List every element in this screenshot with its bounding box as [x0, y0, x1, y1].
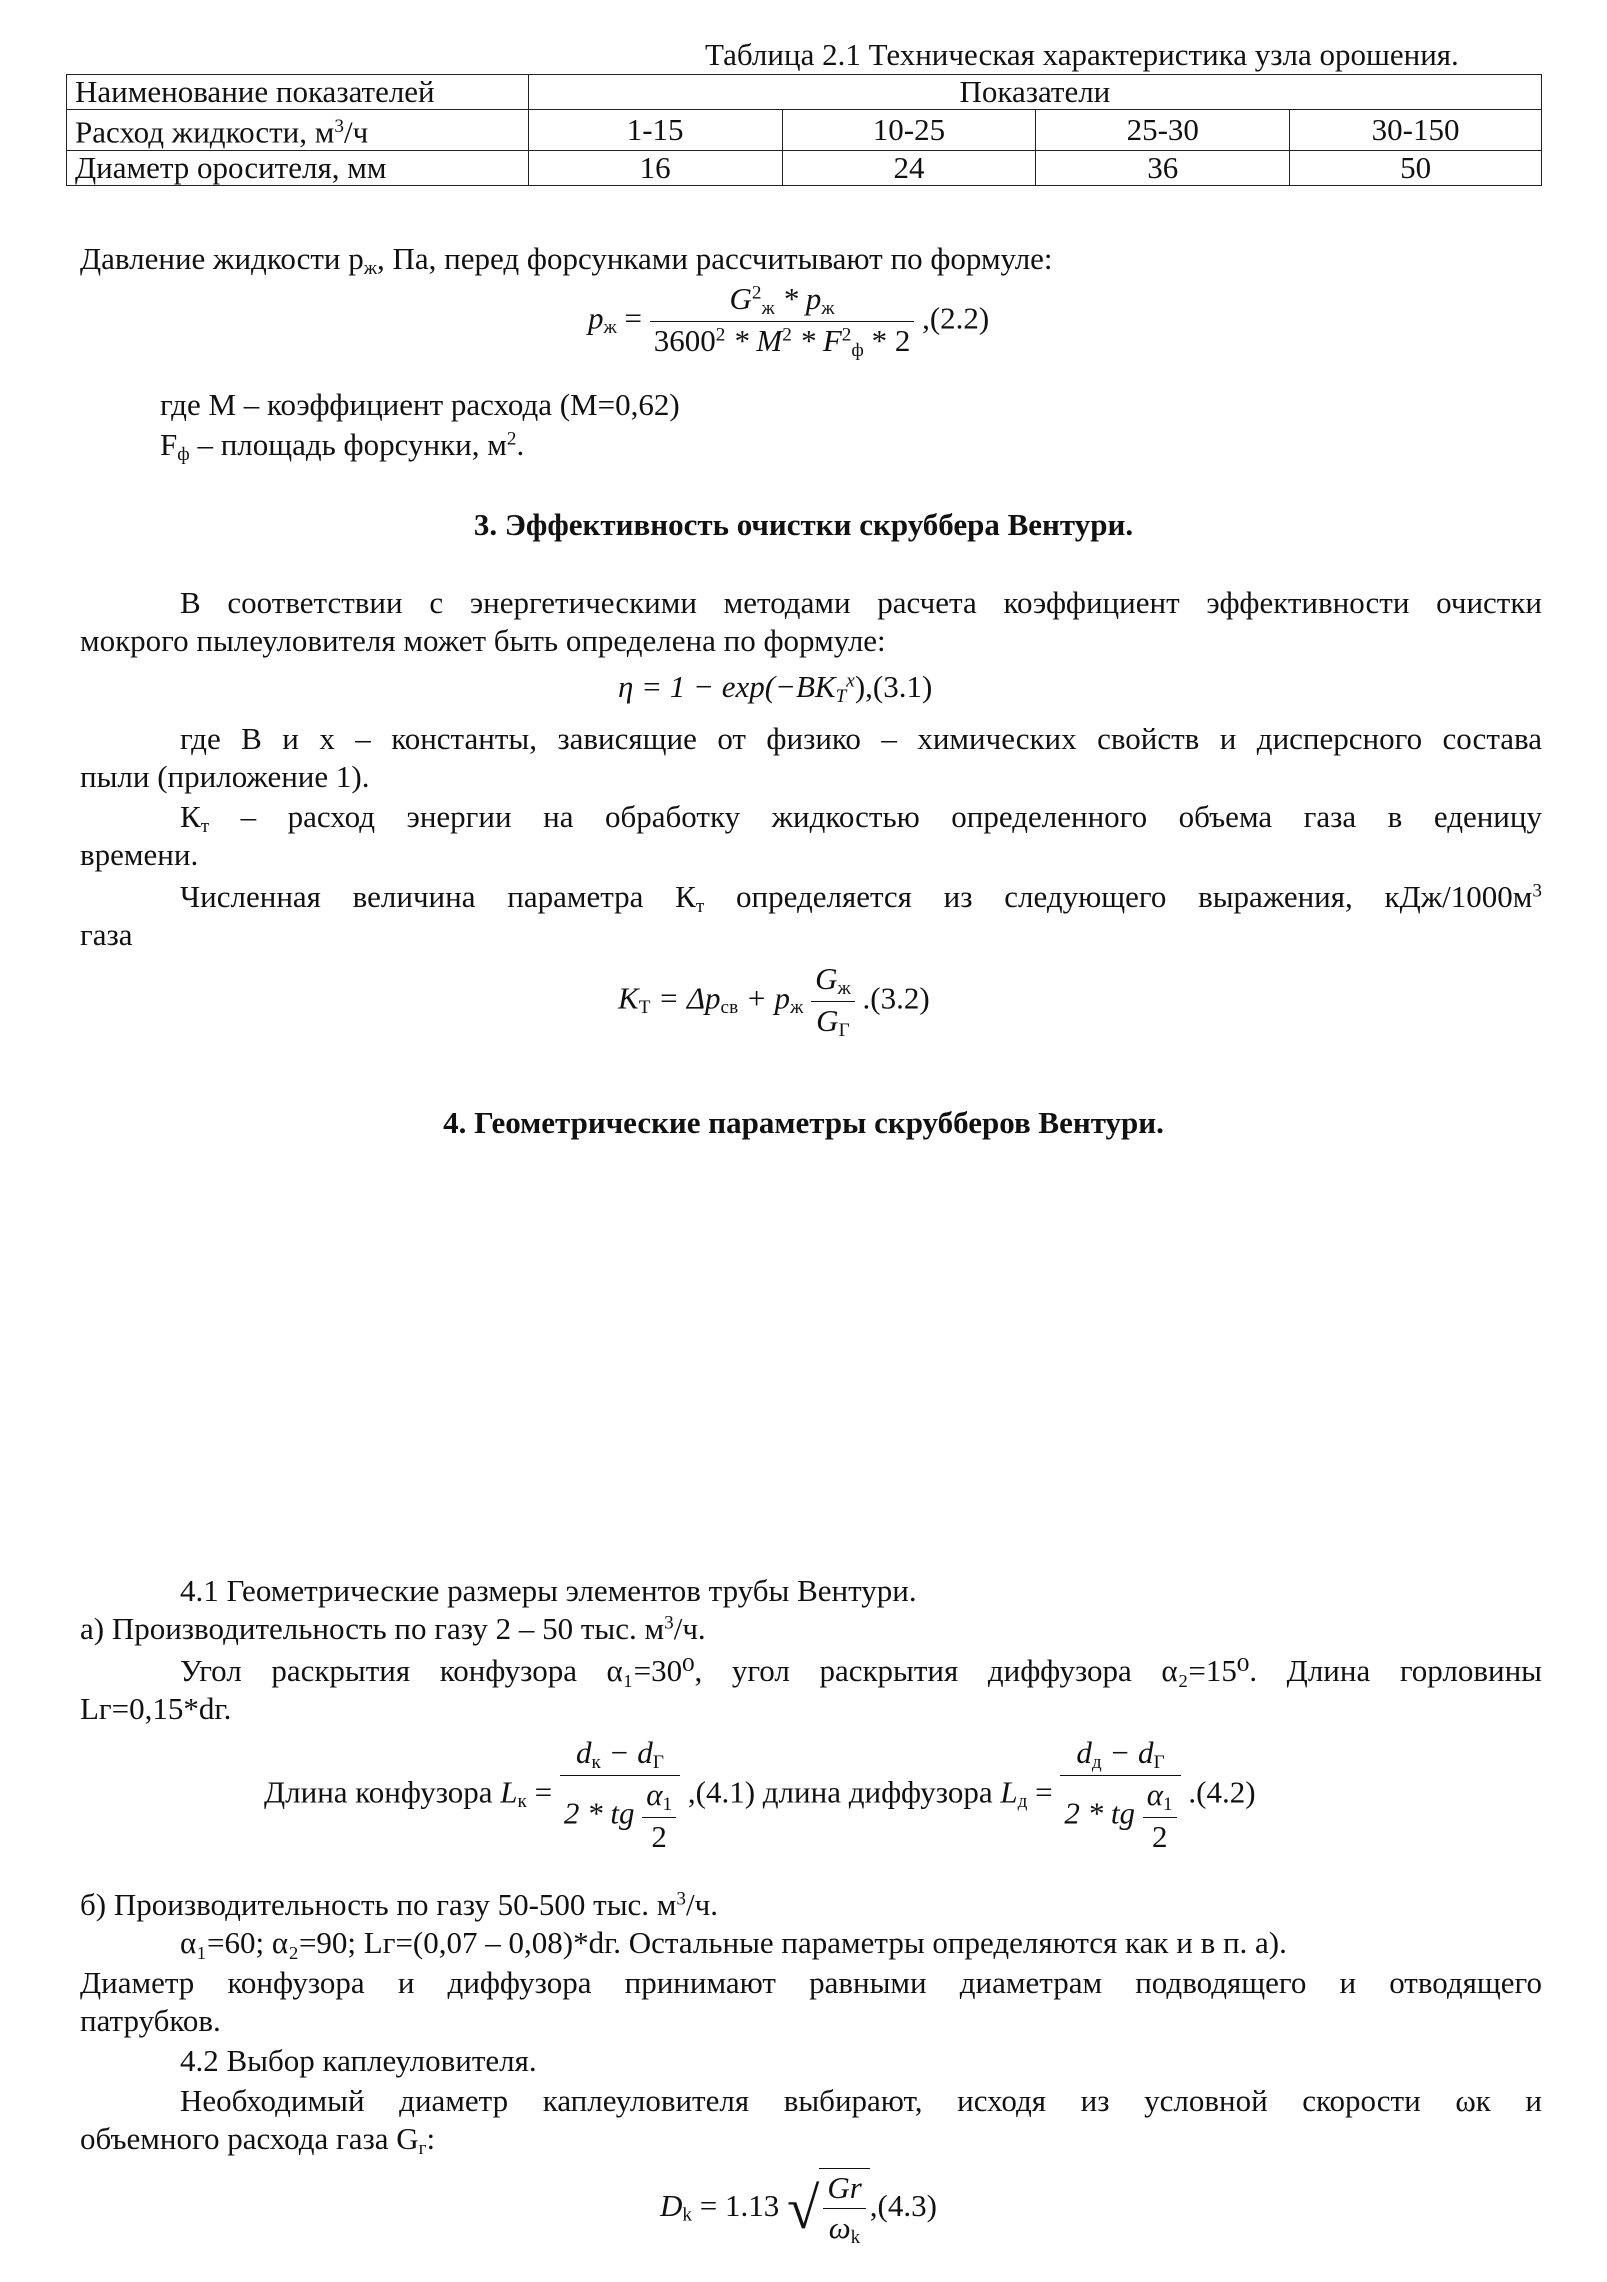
formula-fraction: $\frac{G^2_ж * p_ж}{3600^2 * M^2 * F^2_ф * 2}$ — [650, 280, 915, 363]
paragraph-line: времени. — [80, 837, 199, 872]
sqrt-icon: √ — [786, 2175, 820, 2241]
formula-fraction: $d_д - d_Г$ 2 * tg $\frac{\alpha_1}{2}$ — [1060, 1734, 1180, 1856]
paragraph-line: Диаметр конфузора и диффузора принимают равными диаметрам подводящего и отводящего — [80, 1965, 1542, 2000]
paragraph-line: патрубков. — [80, 2003, 221, 2038]
formula-4-3: $D_k = 1.13$ √ $\frac{Gr}{\omega_k}$ ,(4.3) — [660, 2168, 937, 2250]
heading-section-4: 4. Геометрические параметры скрубберов Вентури. — [443, 1105, 1164, 1140]
table-row — [67, 110, 1542, 151]
formula-3-1: $\eta = 1 - \exp(-BK_T^x),(3.1)$ — [618, 669, 933, 707]
heading-section-3: 3. Эффективность очистки скруббера Вентури. — [473, 507, 1134, 542]
subsection-4-1-title: 4.1 Геометрические размеры элементов трубы Вентури. — [180, 1573, 917, 1608]
formula-fraction: $\frac{G_ж}{G_Г}$ — [811, 960, 855, 1043]
table-caption: Таблица 2.1 Техническая характеристика узла орошения. — [705, 37, 1459, 72]
paragraph-line: объемного расхода газа $G_г$: — [80, 2121, 436, 2159]
formula-fraction-inner: $\frac{\alpha_1}{2}$ — [1143, 1776, 1177, 1857]
paragraph-line: где В и х – константы, зависящие от физико – химических свойств и дисперсного состава — [180, 721, 1542, 756]
paragraph-line: Необходимый диаметр каплеуловителя выбирают, исходя из условной скорости ωк и — [180, 2083, 1542, 2118]
table-cell: 24 — [782, 150, 1036, 185]
table-cell: 1-15 — [528, 110, 782, 151]
table-cell: 30-150 — [1290, 110, 1542, 151]
subsection-4-2-title: 4.2 Выбор каплеуловителя. — [180, 2043, 537, 2078]
where-line-1: где М – коэффициент расхода (М=0,62) — [160, 387, 680, 422]
formula-3-2: $K_T = \Delta p_{св} + p_ж$ $\frac{G_ж}{G_Г}$ .(3.2) — [618, 960, 930, 1043]
formula-fraction-inner: $\frac{\alpha_1}{2}$ — [642, 1776, 676, 1857]
table-cell: 25-30 — [1036, 110, 1290, 151]
paragraph-line: $К_т$ – расход энергии на обработку жидкостью определенного объема газа в еденицу — [180, 799, 1542, 837]
paragraph-line: мокрого пылеуловителя может быть определена по формуле: — [80, 623, 886, 658]
pressure-paragraph: Давление жидкости $р_ж$, Па, перед форсунками рассчитывают по формуле: — [80, 241, 1053, 279]
formula-fraction: $d_к - d_Г$ 2 * tg $\frac{\alpha_1}{2}$ — [560, 1734, 680, 1856]
paragraph-line: α₁=60; α₂=90; Lг=(0,07 – 0,08)*dг. Остальные параметры определяются как и в п. а). — [180, 1925, 1287, 1960]
paragraph-line: газа — [80, 917, 133, 952]
row-label: Расход жидкости, $м^3/ч$ — [67, 110, 529, 151]
table-row — [67, 150, 1542, 185]
paragraph-line: Lг=0,15*dг. — [80, 1691, 232, 1726]
table-cell: 50 — [1290, 150, 1542, 185]
header-name: Наименование показателей — [67, 75, 529, 110]
formula-4-1-4-2: Длина конфузора $L_к$ = $d_к - d_Г$ 2 * tg $\frac{\alpha_1}{2}$ ,(4.1) длина диффузора $L_д$ = $d_д - d_Г$ 2 * tg $\frac{\alpha_1}{2}$ .(4.2) — [264, 1734, 1256, 1856]
paragraph-line: В соответствии с энергетическими методами расчета коэффициент эффективности очистки — [180, 585, 1542, 620]
table-cell: 10-25 — [782, 110, 1036, 151]
paragraph-line: а) Производительность по газу 2 – 50 тыс. $м^3/ч$. — [80, 1611, 706, 1646]
formula-2-2: $p_ж$ = $\frac{G^2_ж * p_ж}{3600^2 * M^2 * F^2_ф * 2}$ ,(2.2) — [588, 280, 989, 363]
header-values: Показатели — [528, 75, 1541, 110]
where-line-2: $F_ф$ – площадь форсунки, $м^2$. — [160, 427, 525, 465]
spec-table — [66, 74, 1542, 186]
row-label: Диаметр оросителя, мм — [67, 150, 529, 185]
table-header-row — [67, 75, 1542, 110]
table-cell: 16 — [528, 150, 782, 185]
table-cell: 36 — [1036, 150, 1290, 185]
paragraph-line: Угол раскрытия конфузора α₁=30⁰, угол раскрытия диффузора α₂=15⁰. Длина горловины — [180, 1653, 1542, 1688]
paragraph-line: б) Производительность по газу 50-500 тыс. $м^3/ч$. — [80, 1887, 718, 1922]
formula-fraction: $\frac{Gr}{\omega_k}$ — [823, 2169, 865, 2250]
paragraph-line: Численная величина параметра $К_т$ определяется из следующего выражения, кДж/$1000м^3$ — [180, 879, 1542, 917]
paragraph-line: пыли (приложение 1). — [80, 759, 370, 794]
sqrt-argument — [819, 2168, 869, 2250]
